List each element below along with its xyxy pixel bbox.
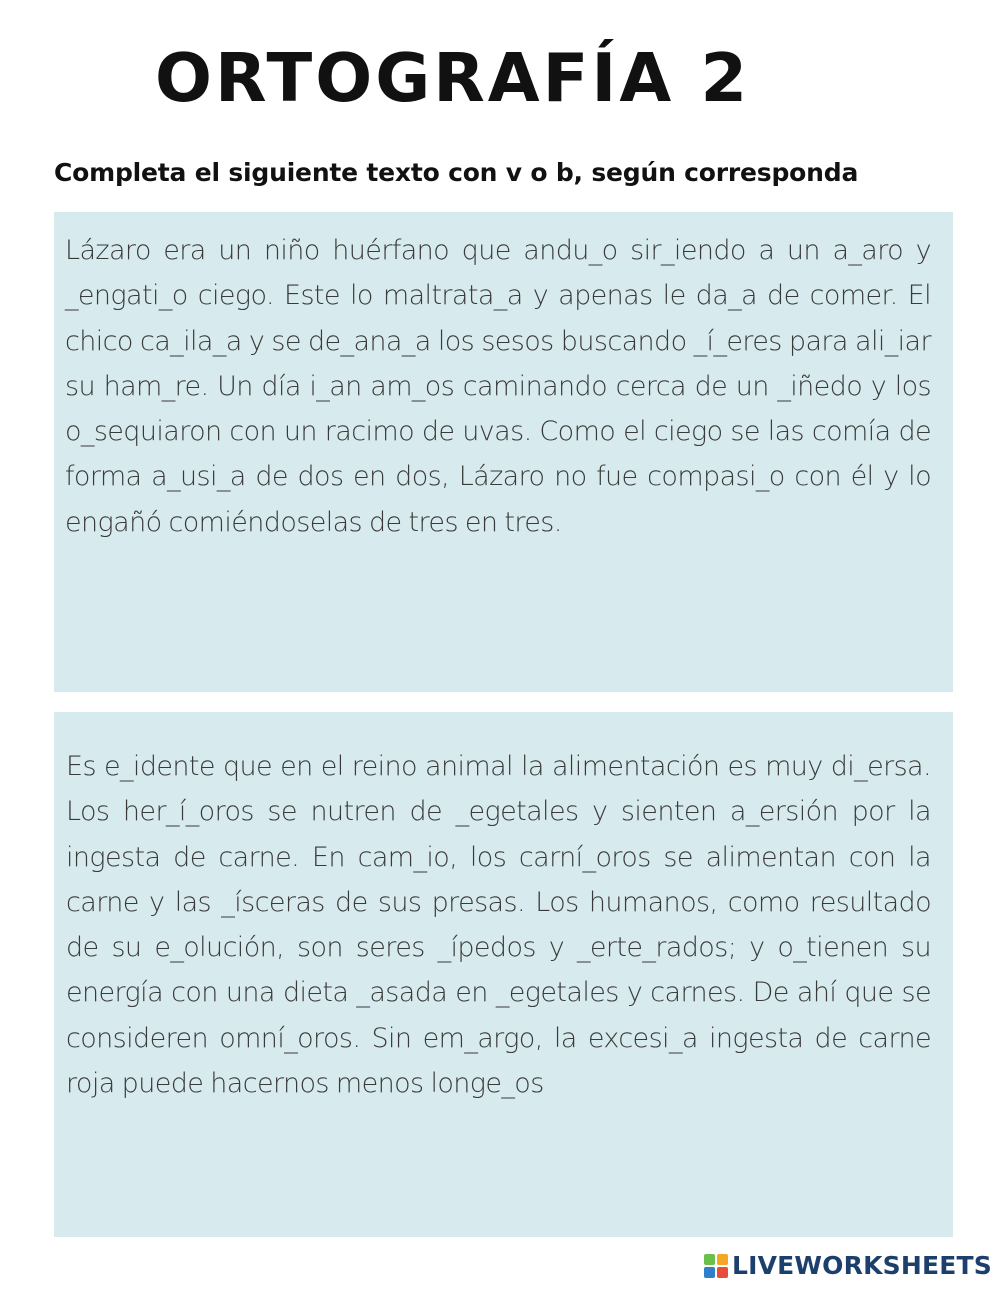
liveworksheets-brand[interactable] xyxy=(704,1251,992,1281)
passage-box-2 xyxy=(54,712,953,1237)
passage-text-1: Lázaro era un niño huérfano que andu_o sir_iendo a un a_aro y _engati_o ciego. Este lo maltrata_a y apenas le da_a de comer. El chico ca_ila_a y se de_ana_a los sesos buscando _í_eres para ali_iar su ham_re. Un día i_an am_os caminando cerca de un _iñedo y los o_sequiaron con un racimo de uvas. Como el ciego se las comía de forma a_usi_a de dos en dos, Lázaro no fue compasi_o con él y lo engañó comiéndoselas de tres en tres. xyxy=(65,235,931,538)
passage-text-2: Es e_idente que en el reino animal la alimentación es muy di_ersa. Los her_í_oros se nutren de _egetales y sienten a_ersión por la ingesta de carne. En cam_io, los carní_oros se alimentan con la carne y las _ísceras de sus presas. Los humanos, como resultado de su e_olución, son seres _ípedos y _erte_rados; y o_tienen su energía con una dieta _asada en _egetales y carnes. De ahí que se consideren omní_oros. Sin em_argo, la excesi_a ingesta de carne roja puede hacernos menos longe_os xyxy=(66,751,931,1100)
logo-square-green xyxy=(704,1254,715,1265)
liveworksheets-logo-icon xyxy=(704,1254,728,1278)
brand-name: LIVEWORKSHEETS xyxy=(731,1251,992,1280)
instruction-text: Completa el siguiente texto con v o b, según corresponda xyxy=(54,158,859,187)
logo-square-orange xyxy=(717,1254,728,1265)
logo-square-blue xyxy=(704,1267,715,1278)
page-title: ORTOGRAFÍA 2 xyxy=(155,39,751,117)
logo-square-red xyxy=(717,1267,728,1278)
passage-box-1 xyxy=(54,212,953,692)
